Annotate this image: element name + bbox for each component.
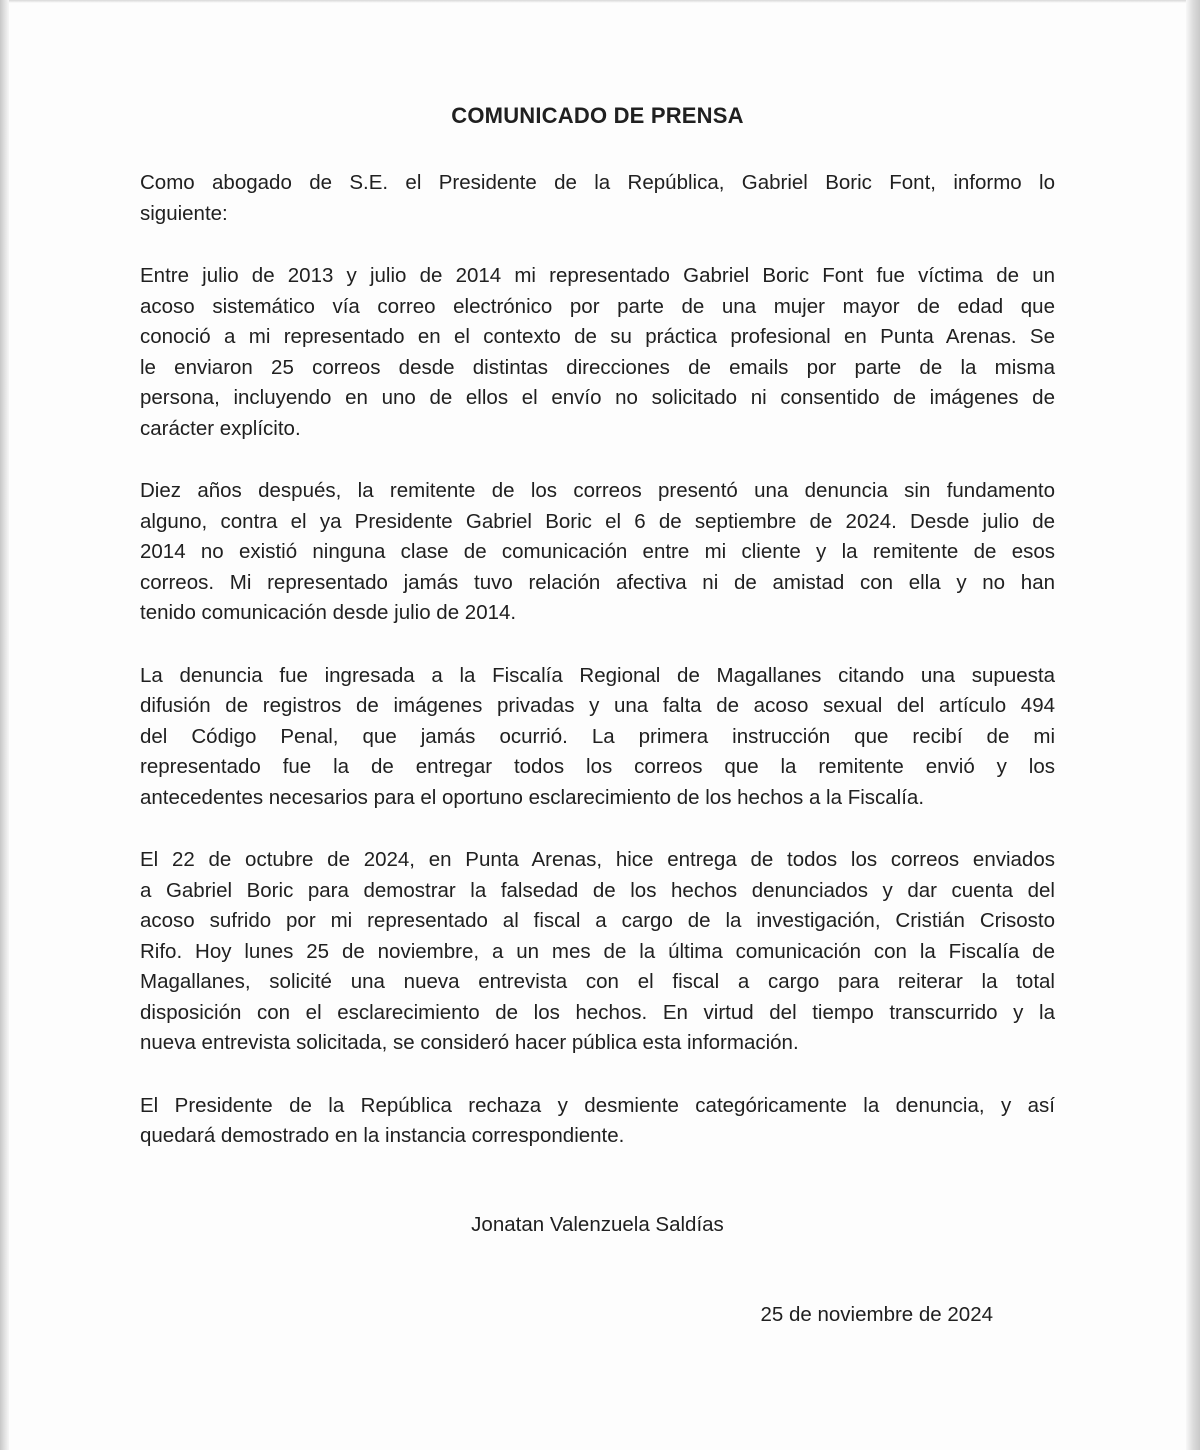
paragraph bbox=[140, 168, 1055, 229]
paragraph bbox=[140, 476, 1055, 629]
paragraph-line: La denuncia fue ingresada a la Fiscalía Regional de Magallanes citando una supuesta bbox=[140, 663, 1055, 687]
document-title: COMUNICADO DE PRENSA bbox=[451, 103, 744, 128]
paragraph-line: El Presidente de la República rechaza y desmiente categóricamente la denuncia, y así bbox=[140, 1093, 1055, 1117]
paragraph-line: a Gabriel Boric para demostrar la falsedad de los hechos denunciados y dar cuenta del bbox=[140, 878, 1055, 902]
page-edge-left bbox=[0, 0, 9, 1450]
document-body bbox=[140, 168, 1055, 1152]
paragraph-line: del Código Penal, que jamás ocurrió. La primera instrucción que recibí de mi bbox=[140, 724, 1055, 748]
paragraph-line: Magallanes, solicité una nueva entrevista con el fiscal a cargo para reiterar la total bbox=[140, 970, 1055, 993]
paragraph bbox=[140, 1091, 1055, 1152]
paragraph-line: tenido comunicación desde julio de 2014. bbox=[140, 601, 517, 624]
paragraph-line: alguno, contra el ya Presidente Gabriel Boric el 6 de septiembre de 2024. Desde julio de bbox=[140, 509, 1055, 533]
paragraph-line: El 22 de octubre de 2024, en Punta Arenas, hice entrega de todos los correos enviados bbox=[140, 848, 1055, 871]
paragraph-line: le enviaron 25 correos desde distintas direcciones de emails por parte de la misma bbox=[140, 355, 1055, 379]
paragraph bbox=[140, 661, 1055, 814]
paragraph-line: representado fue la de entregar todos los correos que la remitente envió y los bbox=[140, 755, 1055, 778]
paragraph-line: Como abogado de S.E. el Presidente de la República, Gabriel Boric Font, informo lo bbox=[140, 171, 1055, 194]
paragraph-line: conoció a mi representado en el contexto de su práctica profesional en Punta Arenas. Se bbox=[140, 325, 1055, 348]
paragraph bbox=[140, 845, 1055, 1059]
document-date: 25 de noviembre de 2024 bbox=[760, 1303, 993, 1326]
paragraph bbox=[140, 261, 1055, 444]
paragraph-line: acoso sistemático vía correo electrónico por parte de una mujer mayor de edad que bbox=[140, 294, 1055, 318]
paragraph-line: correos. Mi representado jamás tuvo relación afectiva ni de amistad con ella y no han bbox=[140, 570, 1055, 594]
paragraph-line: nueva entrevista solicitada, se consideró hacer pública esta información. bbox=[140, 1031, 799, 1054]
paragraph-line: difusión de registros de imágenes privadas y una falta de acoso sexual del artículo 494 bbox=[140, 694, 1055, 717]
paragraph-line: acoso sufrido por mi representado al fiscal a cargo de la investigación, Cristián Crisosto bbox=[140, 909, 1055, 932]
paragraph-line: siguiente: bbox=[140, 201, 228, 225]
paragraph-line: persona, incluyendo en uno de ellos el envío no solicitado ni consentido de imágenes de bbox=[140, 386, 1055, 409]
paragraph-line: carácter explícito. bbox=[140, 416, 301, 440]
signature-name: Jonatan Valenzuela Saldías bbox=[471, 1212, 724, 1236]
paragraph-line: antecedentes necesarios para el oportuno esclarecimiento de los hechos a la Fiscalía. bbox=[140, 785, 925, 809]
paragraph-line: disposición con el esclarecimiento de los hechos. En virtud del tiempo transcurrido y la bbox=[140, 1000, 1055, 1024]
paragraph-line: Entre julio de 2013 y julio de 2014 mi representado Gabriel Boric Font fue víctima de un bbox=[140, 264, 1055, 287]
paragraph-line: Diez años después, la remitente de los correos presentó una denuncia sin fundamento bbox=[140, 479, 1055, 502]
paragraph-line: quedará demostrado en la instancia correspondiente. bbox=[140, 1124, 625, 1147]
paragraph-line: 2014 no existió ninguna clase de comunicación entre mi cliente y la remitente de esos bbox=[140, 540, 1055, 563]
paragraph-line: Rifo. Hoy lunes 25 de noviembre, a un mes de la última comunicación con la Fiscalía de bbox=[140, 939, 1055, 963]
page-edge-right bbox=[1186, 0, 1200, 1450]
press-release bbox=[140, 0, 1055, 1331]
